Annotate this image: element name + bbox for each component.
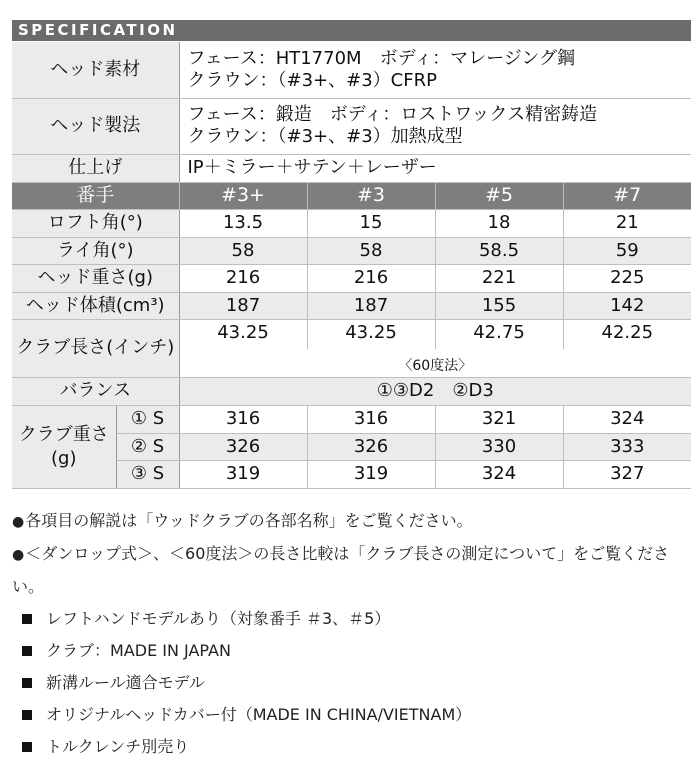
- row-club-weight-1: [12, 405, 691, 433]
- club-weight-value: 333: [563, 433, 691, 460]
- head-volume-value: 155: [435, 292, 563, 319]
- head-volume-value: 187: [307, 292, 435, 319]
- club-weight-value: 326: [179, 433, 307, 460]
- row-balance: [12, 377, 691, 405]
- head-method-line2: クラウン：（#3+、#3）加熱成型: [187, 126, 463, 147]
- head-weight-value: 216: [307, 264, 435, 292]
- bullet-text: 新溝ルール適合モデル: [46, 673, 205, 692]
- shaft-label: ③ S: [116, 460, 179, 488]
- number-label: 番手: [12, 182, 179, 209]
- row-club-length: [12, 319, 691, 349]
- note-item: [12, 508, 473, 531]
- lie-value: 58: [307, 237, 435, 264]
- club-length-value: 42.75: [435, 319, 563, 349]
- head-material-value: [179, 42, 691, 98]
- club-weight-value: 327: [563, 460, 691, 488]
- head-weight-label: ヘッド重さ(g): [12, 264, 179, 292]
- lie-value: 58.5: [435, 237, 563, 264]
- square-bullet-icon: [22, 614, 32, 624]
- head-material-label: ヘッド素材: [12, 42, 179, 98]
- club-weight-value: 316: [307, 405, 435, 433]
- head-weight-value: 225: [563, 264, 691, 292]
- row-head-volume: [12, 292, 691, 319]
- club-weight-value: 316: [179, 405, 307, 433]
- club-length-value: 43.25: [307, 319, 435, 349]
- head-volume-value: 142: [563, 292, 691, 319]
- head-material-line2: クラウン：（#3+、#3）CFRP: [187, 69, 437, 91]
- bullet-text: オリジナルヘッドカバー付（MADE IN CHINA/VIETNAM）: [46, 705, 472, 724]
- club-length-value: 42.25: [563, 319, 691, 349]
- row-finish: [12, 154, 691, 182]
- number-3: #3: [307, 182, 435, 209]
- bullet-item: [22, 670, 205, 693]
- bullet-item: [22, 702, 471, 725]
- bullet-text: トルクレンチ別売り: [46, 737, 190, 756]
- head-method-value: [179, 98, 691, 154]
- row-loft: [12, 209, 691, 237]
- finish-value: IP＋ミラー＋サテン＋レーザー: [179, 154, 691, 182]
- note-text: 各項目の解説は「ウッドクラブの各部名称」をご覧ください。: [25, 511, 473, 530]
- finish-label: 仕上げ: [12, 154, 179, 182]
- club-weight-label-line1: クラブ重さ: [18, 424, 109, 446]
- loft-value: 15: [307, 209, 435, 237]
- club-weight-value: 326: [307, 433, 435, 460]
- club-length-value: 43.25: [217, 321, 269, 343]
- square-bullet-icon: [22, 646, 32, 656]
- club-weight-value: 319: [307, 460, 435, 488]
- row-head-weight: [12, 264, 691, 292]
- loft-label: ロフト角(°): [12, 209, 179, 237]
- spec-header: SPECIFICATION: [12, 20, 691, 41]
- club-weight-value: 324: [435, 460, 563, 488]
- head-volume-value: 187: [179, 292, 307, 319]
- row-head-material: [12, 42, 691, 98]
- head-weight-value: 221: [435, 264, 563, 292]
- bullet-item: [22, 606, 390, 629]
- loft-value: 13.5: [179, 209, 307, 237]
- number-3plus: #3+: [179, 182, 307, 209]
- head-material-line1: フェース：HT1770M ボディ：マレージング鋼: [187, 48, 575, 70]
- square-bullet-icon: [22, 678, 32, 688]
- head-method-line1: フェース：鍛造 ボディ：ロストワックス精密鋳造: [187, 104, 598, 126]
- club-weight-label: [12, 405, 116, 488]
- balance-value: ①③D2 ②D3: [179, 377, 691, 405]
- number-5: #5: [435, 182, 563, 209]
- head-method-label: ヘッド製法: [12, 98, 179, 154]
- row-lie: [12, 237, 691, 264]
- club-weight-value: 319: [179, 460, 307, 488]
- circle-bullet-icon: ●: [12, 514, 25, 530]
- lie-label: ライ角(°): [12, 237, 179, 264]
- club-weight-value: 321: [435, 405, 563, 433]
- shaft-label: ② S: [116, 433, 179, 460]
- row-number-header: [12, 182, 691, 209]
- bullet-text: クラブ：MADE IN JAPAN: [46, 641, 231, 660]
- club-weight-value: 324: [563, 405, 691, 433]
- bullet-item: [22, 638, 231, 661]
- length-method-note: 〈60度法〉: [179, 349, 691, 377]
- bullet-item: [22, 734, 189, 757]
- number-7: #7: [563, 182, 691, 209]
- club-weight-label-line2: (g): [51, 447, 77, 469]
- square-bullet-icon: [22, 742, 32, 752]
- shaft-label: ① S: [116, 405, 179, 433]
- bullet-text: レフトハンドモデルあり（対象番手 ＃3、＃5）: [46, 609, 391, 628]
- lie-value: 58: [179, 237, 307, 264]
- square-bullet-icon: [22, 710, 32, 720]
- note-text: ＜ダンロップ式＞、＜60度法＞の長さ比較は「クラブ長さの測定について」をご覧ください。: [12, 544, 670, 596]
- row-head-method: [12, 98, 691, 154]
- loft-value: 18: [435, 209, 563, 237]
- spec-table: [12, 42, 691, 489]
- club-length-label: クラブ長さ(インチ): [12, 319, 179, 377]
- balance-label: バランス: [12, 377, 179, 405]
- lie-value: 59: [563, 237, 691, 264]
- head-volume-label: ヘッド体積(cm³): [12, 292, 179, 319]
- circle-bullet-icon: ●: [12, 547, 25, 563]
- head-weight-value: 216: [179, 264, 307, 292]
- club-weight-value: 330: [435, 433, 563, 460]
- note-item: [12, 538, 700, 603]
- loft-value: 21: [563, 209, 691, 237]
